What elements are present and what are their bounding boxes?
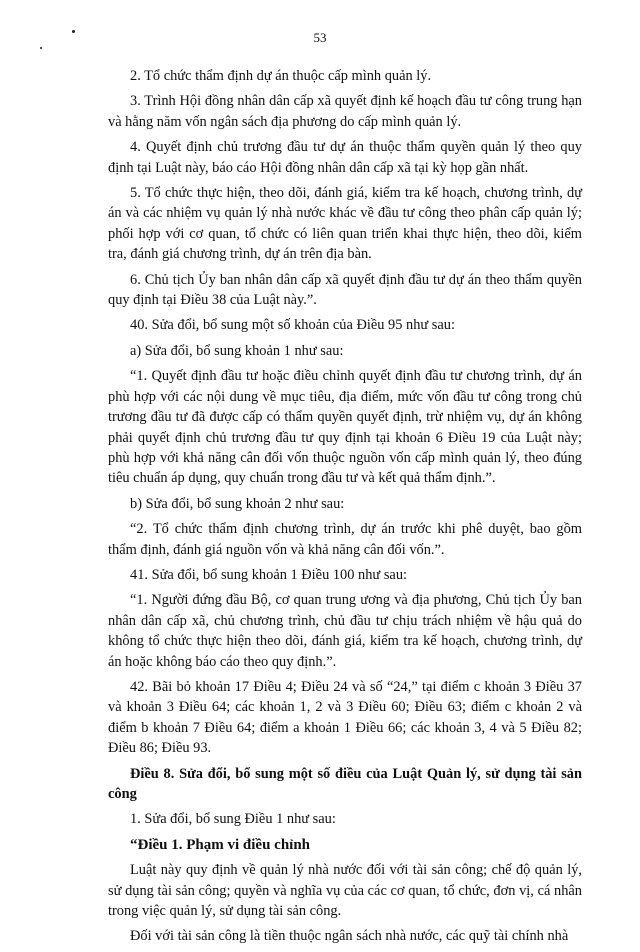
paragraph: “2. Tổ chức thẩm định chương trình, dự án trước khi phê duyệt, bao gồm thẩm định, đánh giá nguồn vốn và khả năng cân đối vốn.”. xyxy=(108,521,582,558)
paragraph: 4. Quyết định chủ trương đầu tư dự án thuộc thẩm quyền quản lý theo quy định tại Luật này, báo cáo Hội đồng nhân dân cấp xã tại kỳ họp gần nhất. xyxy=(108,139,582,176)
paragraph: Luật này quy định về quản lý nhà nước đối với tài sản công; chế độ quản lý, sử dụng tài sản công; quyền và nghĩa vụ của các cơ quan, tổ chức, đơn vị, cá nhân trong việc quản lý, sử dụng tài sản công. xyxy=(108,862,582,920)
paragraph: 6. Chủ tịch Ủy ban nhân dân cấp xã quyết định đầu tư dự án theo thẩm quyền quy định tại Điều 38 của Luật này.”. xyxy=(108,271,582,309)
paragraph: 1. Sửa đổi, bổ sung Điều 1 như sau: xyxy=(130,811,336,828)
quoted-article-title: “Điều 1. Phạm vi điều chỉnh xyxy=(130,836,311,853)
paragraph: 42. Bãi bỏ khoản 17 Điều 4; Điều 24 và số “24,” tại điểm c khoản 3 Điều 37 và khoản 3 Điều 64; các khoản 1, 2 và 3 Điều 60; Điều 63; điểm c khoản 2 và điểm b khoản 7 Điều 64; điểm a khoản 1 Điều 66; các khoản 3, 4 và 5 Điều 82; Điều 86; Điều 93. xyxy=(108,678,582,757)
scan-speck-mark xyxy=(40,47,42,49)
document-body xyxy=(108,66,582,952)
page-number: 53 xyxy=(313,30,327,45)
paragraph: 40. Sửa đổi, bổ sung một số khoản của Điều 95 như sau: xyxy=(130,317,455,334)
article-heading: Điều 8. Sửa đổi, bổ sung một số điều của Luật Quản lý, sử dụng tài sản công xyxy=(108,765,582,802)
paragraph: 3. Trình Hội đồng nhân dân cấp xã quyết định kế hoạch đầu tư công trung hạn và hằng năm vốn ngân sách địa phương do cấp mình quản lý. xyxy=(108,93,582,130)
paragraph: “1. Quyết định đầu tư hoặc điều chỉnh quyết định đầu tư chương trình, dự án phù hợp với các nội dung về mục tiêu, địa điểm, mức vốn đầu tư công trong chủ trương đầu tư đã được cấp có thẩm quyền quyết định, trừ nhiệm vụ, dự án không phải quyết định chủ trương đầu tư quy định tại khoản 6 Điều 19 của Luật này; phù hợp với khả năng cân đối vốn thuộc nguồn vốn cấp mình quản lý, theo đúng tiêu chuẩn áp dụng, quy chuẩn trong đầu tư và kết quả thẩm định.”. xyxy=(108,368,582,487)
paragraph: b) Sửa đổi, bổ sung khoản 2 như sau: xyxy=(130,495,345,512)
scan-speck-mark xyxy=(72,30,75,33)
paragraph: a) Sửa đổi, bổ sung khoản 1 như sau: xyxy=(130,342,344,359)
paragraph: 41. Sửa đổi, bổ sung khoản 1 Điều 100 như sau: xyxy=(130,566,408,583)
paragraph: Đối với tài sản công là tiền thuộc ngân sách nhà nước, các quỹ tài chính nhà xyxy=(130,928,569,945)
paragraph: “1. Người đứng đầu Bộ, cơ quan trung ương và địa phương, Chủ tịch Ủy ban nhân dân cấp xã, chủ chương trình, chủ đầu tư chịu trách nhiệm về hậu quả do không tổ chức thực hiện theo dõi, đánh giá, kiểm tra kế hoạch, chương trình, dự án hoặc không báo cáo theo quy định.”. xyxy=(108,592,582,670)
paragraph: 2. Tổ chức thẩm định dự án thuộc cấp mình quản lý. xyxy=(130,68,432,84)
paragraph: 5. Tổ chức thực hiện, theo dõi, đánh giá, kiểm tra kế hoạch, chương trình, dự án và các nhiệm vụ quản lý nhà nước khác về đầu tư công theo phân cấp quản lý; phối hợp với cơ quan, tổ chức có liên quan triển khai thực hiện, theo dõi, kiểm tra, đánh giá chương trình, dự án trên địa bàn. xyxy=(108,185,582,263)
